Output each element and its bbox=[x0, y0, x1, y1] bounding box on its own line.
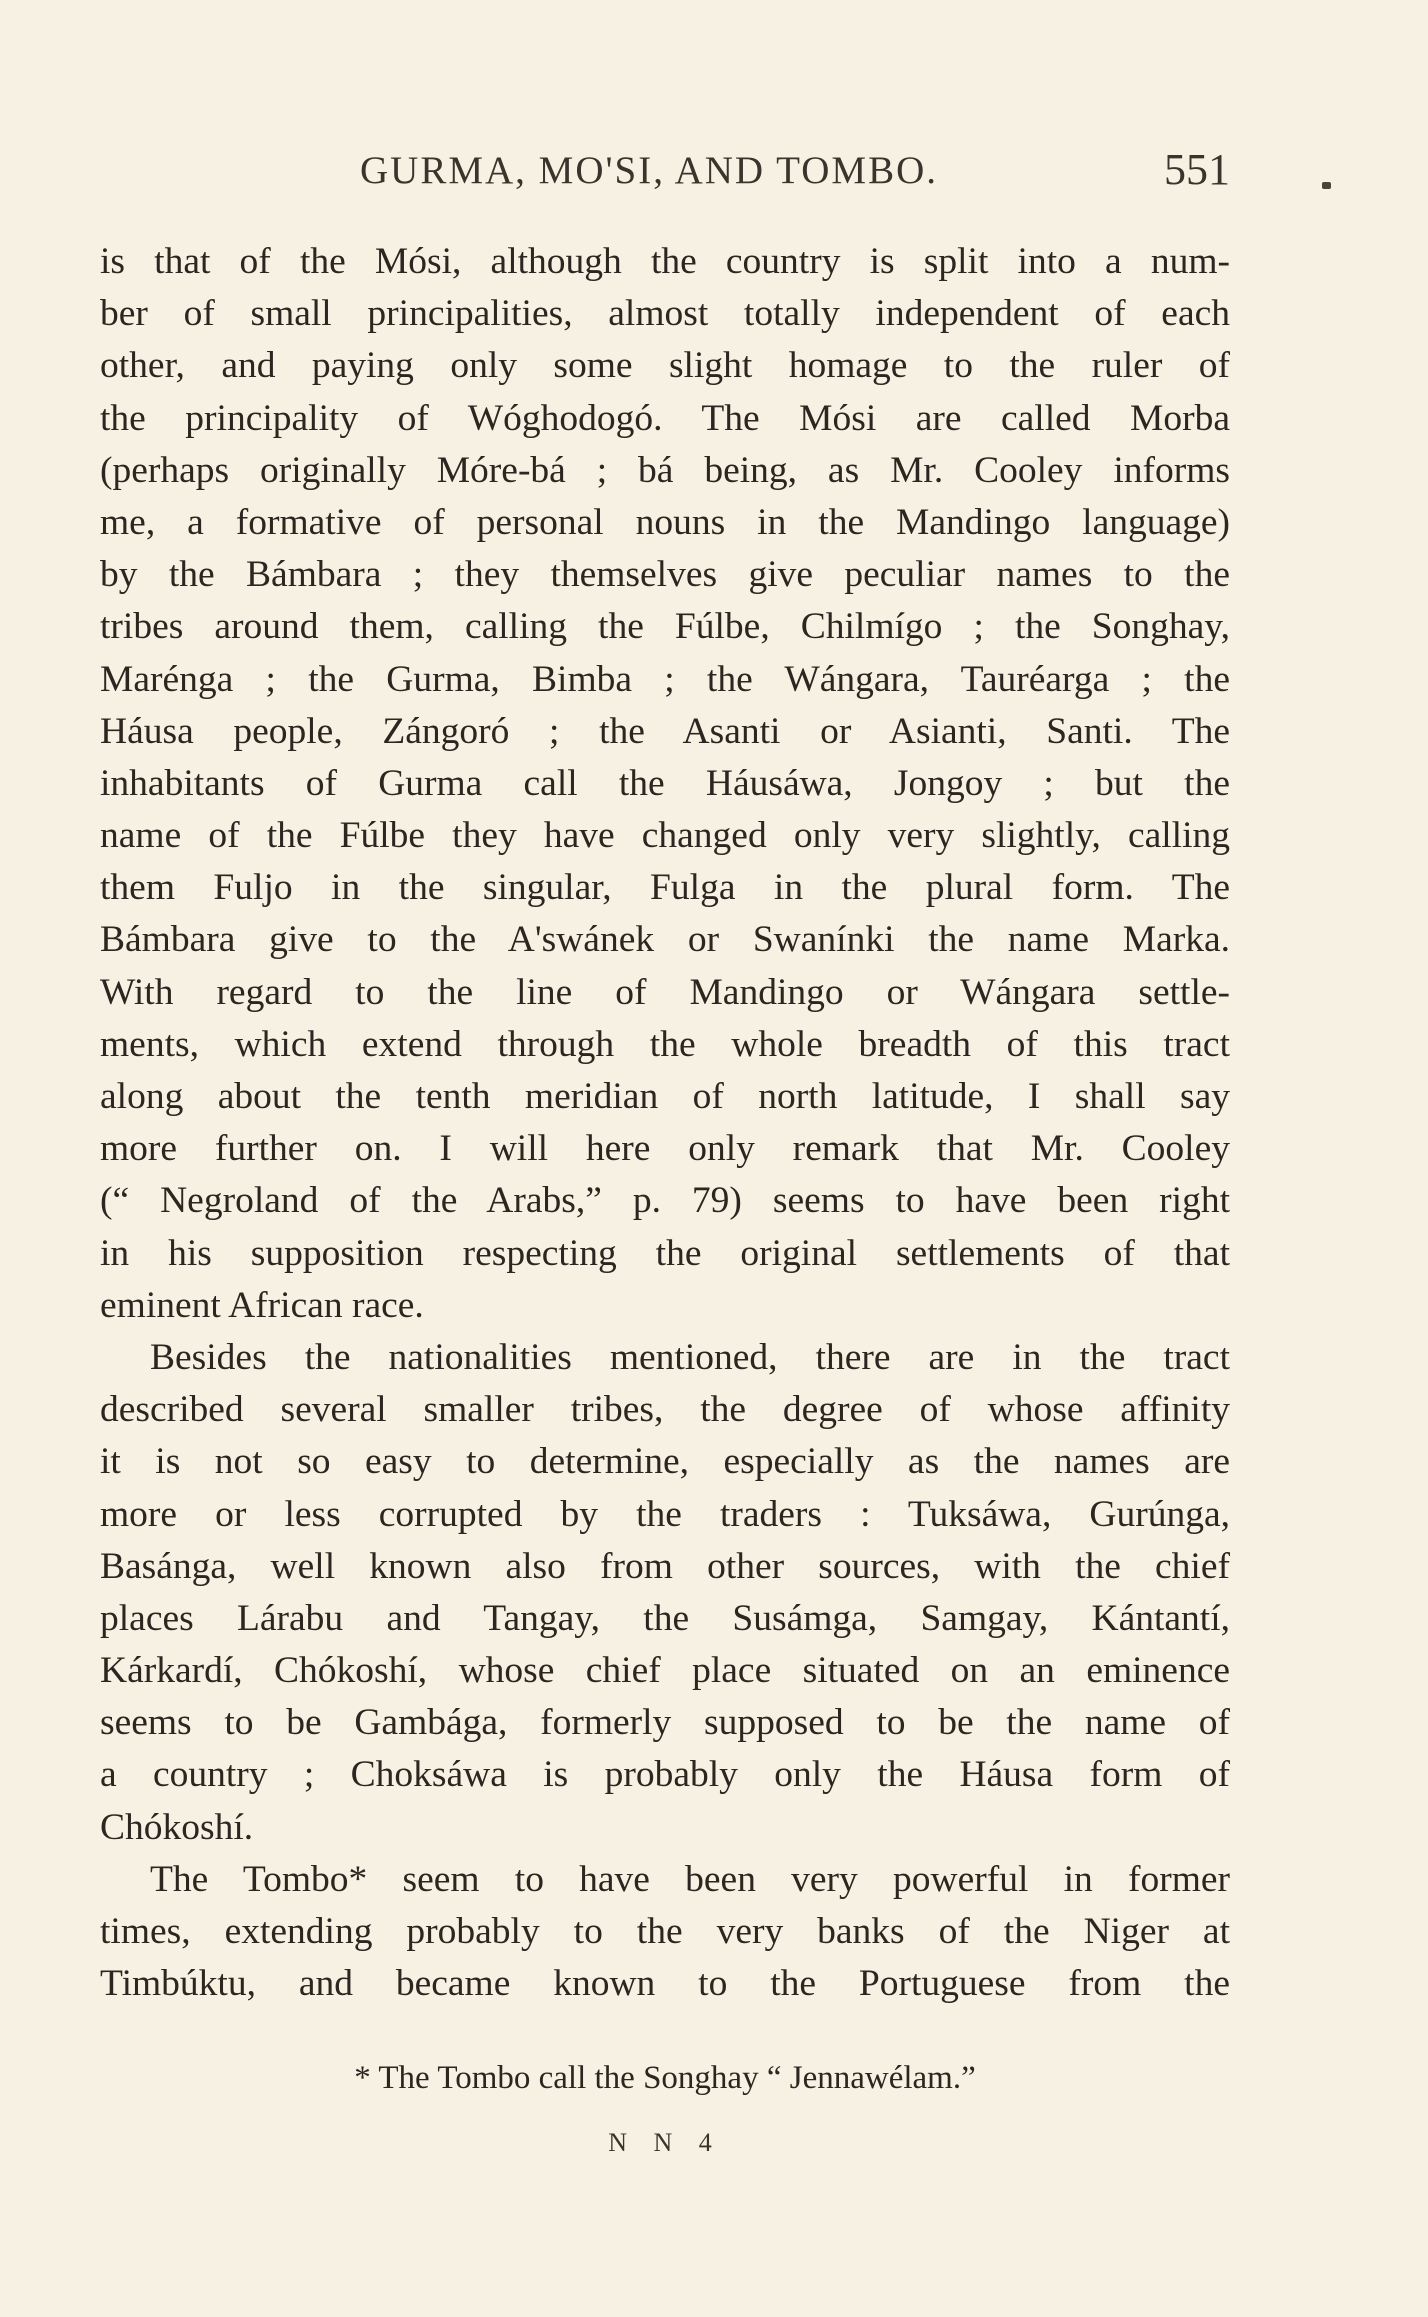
text-line: places Lárabu and Tangay, the Susámga, Samgay, Kántantí, bbox=[100, 1597, 1230, 1639]
text-line: ber of small principalities, almost totally independent of each bbox=[100, 293, 1230, 335]
text-line: Chókoshí. bbox=[100, 1806, 254, 1848]
text-line: Bámbara give to the A'swánek or Swanínki the name Marka. bbox=[100, 919, 1230, 961]
text-line: it is not so easy to determine, especially as the names are bbox=[100, 1441, 1230, 1483]
footnote: * The Tombo call the Songhay “ Jennawélam.” bbox=[354, 2060, 976, 2096]
text-line: ments, which extend through the whole breadth of this tract bbox=[100, 1023, 1230, 1065]
text-line: in his supposition respecting the original settlements of that bbox=[100, 1232, 1230, 1274]
body-text bbox=[100, 236, 1230, 2010]
text-line: Besides the nationalities mentioned, there are in the tract bbox=[150, 1336, 1230, 1378]
text-line: the principality of Wóghodogó. The Mósi are called Morba bbox=[100, 397, 1230, 439]
text-line: Háusa people, Zángoró ; the Asanti or Asianti, Santi. The bbox=[100, 710, 1230, 752]
running-title: GURMA, MO'SI, AND TOMBO. bbox=[360, 149, 939, 192]
text-line: times, extending probably to the very banks of the Niger at bbox=[100, 1911, 1230, 1952]
text-line: along about the tenth meridian of north latitude, I shall say bbox=[100, 1076, 1230, 1117]
text-line: by the Bámbara ; they themselves give peculiar names to the bbox=[100, 554, 1230, 596]
text-line: seems to be Gambága, formerly supposed to be the name of bbox=[100, 1702, 1230, 1744]
page-number: 551 bbox=[1164, 145, 1230, 194]
text-line: described several smaller tribes, the degree of whose affinity bbox=[100, 1389, 1230, 1431]
text-line: (perhaps originally Móre-bá ; bá being, as Mr. Cooley informs bbox=[100, 449, 1230, 491]
text-line: name of the Fúlbe they have changed only very slightly, calling bbox=[100, 815, 1230, 857]
text-line: With regard to the line of Mandingo or Wángara settle- bbox=[100, 971, 1230, 1013]
text-line: a country ; Choksáwa is probably only the Háusa form of bbox=[100, 1754, 1230, 1796]
signature-mark: N N 4 bbox=[608, 2128, 722, 2157]
text-line: (“ Negroland of the Arabs,” p. 79) seems to have been right bbox=[100, 1180, 1230, 1222]
text-line: eminent African race. bbox=[100, 1284, 424, 1326]
ink-speck bbox=[1322, 182, 1331, 189]
text-line: The Tombo* seem to have been very powerful in former bbox=[150, 1858, 1230, 1900]
text-line: me, a formative of personal nouns in the Mandingo language) bbox=[100, 501, 1230, 543]
text-line: more further on. I will here only remark that Mr. Cooley bbox=[100, 1128, 1230, 1170]
text-line: Timbúktu, and became known to the Portuguese from the bbox=[100, 1963, 1230, 2005]
text-line: them Fuljo in the singular, Fulga in the plural form. The bbox=[100, 867, 1230, 909]
text-line: is that of the Mósi, although the country is split into a num- bbox=[100, 241, 1230, 282]
text-line: Basánga, well known also from other sources, with the chief bbox=[100, 1545, 1230, 1587]
text-line: inhabitants of Gurma call the Háusáwa, Jongoy ; but the bbox=[100, 762, 1230, 804]
text-line: Kárkardí, Chókoshí, whose chief place situated on an eminence bbox=[100, 1650, 1230, 1692]
text-line: more or less corrupted by the traders : Tuksáwa, Gurúnga, bbox=[100, 1493, 1230, 1535]
text-line: other, and paying only some slight homage to the ruler of bbox=[100, 345, 1230, 387]
running-head bbox=[100, 145, 1230, 208]
text-line: Marénga ; the Gurma, Bimba ; the Wángara, Tauréarga ; the bbox=[100, 658, 1230, 700]
text-line: tribes around them, calling the Fúlbe, Chilmígo ; the Songhay, bbox=[100, 606, 1230, 648]
